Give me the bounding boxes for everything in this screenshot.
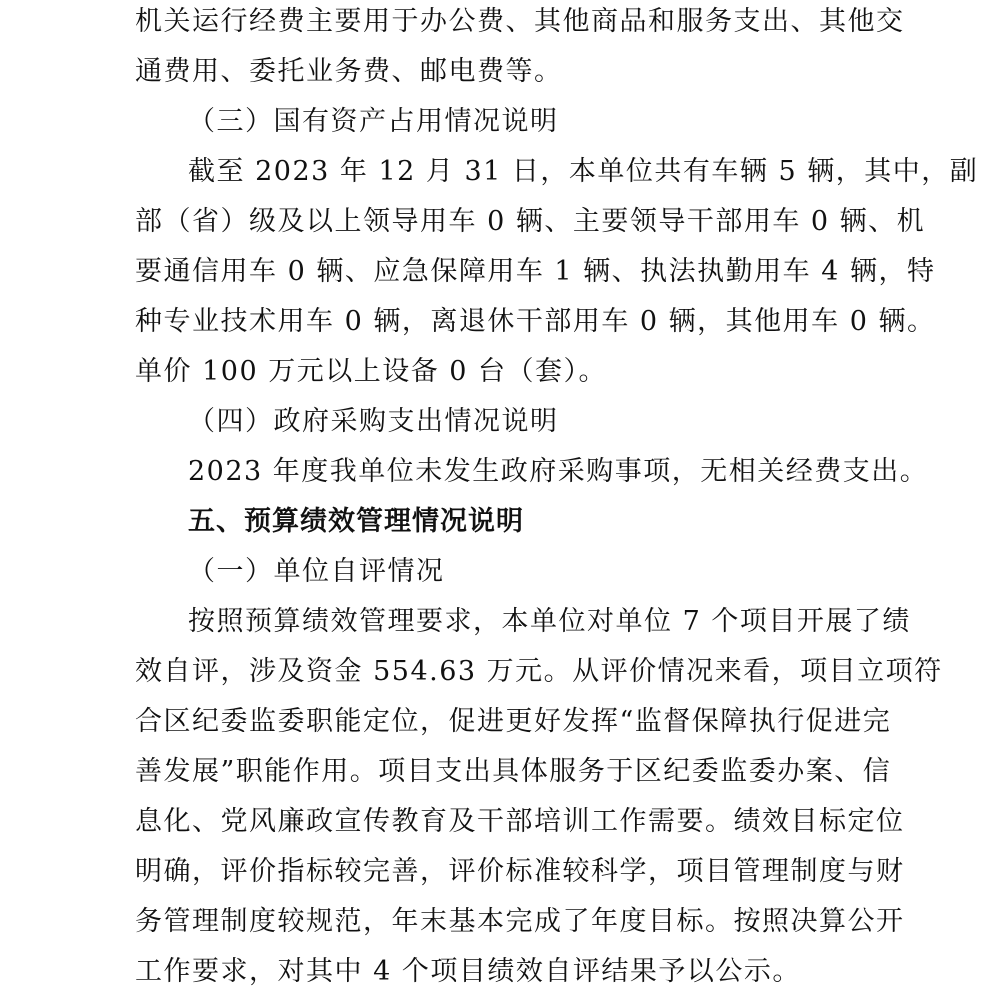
- body-text-line: 工作要求，对其中 4 个项目绩效自评结果予以公示。: [135, 956, 801, 987]
- body-text-line: 合区纪委监委职能定位，促进更好发挥“监督保障执行促进完: [135, 706, 892, 737]
- body-text-line: 2023 年度我单位未发生政府采购事项，无相关经费支出。: [188, 456, 929, 487]
- section-heading: 五、预算绩效管理情况说明: [188, 506, 524, 537]
- body-text-line: 按照预算绩效管理要求，本单位对单位 7 个项目开展了绩: [188, 606, 911, 637]
- subsection-heading: （四）政府采购支出情况说明: [188, 406, 559, 437]
- body-text-line: 部（省）级及以上领导用车 0 辆、主要领导干部用车 0 辆、机: [135, 206, 926, 237]
- body-text-line: 机关运行经费主要用于办公费、其他商品和服务支出、其他交: [135, 6, 905, 37]
- body-text-line: 善发展”职能作用。项目支出具体服务于区纪委监委办案、信: [135, 756, 892, 787]
- body-text-line: 截至 2023 年 12 月 31 日，本单位共有车辆 5 辆，其中，副: [188, 156, 979, 187]
- body-text-line: 务管理制度较规范，年末基本完成了年度目标。按照决算公开: [135, 906, 905, 937]
- subsection-heading: （一）单位自评情况: [188, 556, 445, 587]
- body-text-line: 明确，评价指标较完善，评价标准较科学，项目管理制度与财: [135, 856, 905, 887]
- body-text-line: 效自评，涉及资金 554.63 万元。从评价情况来看，项目立项符: [135, 656, 943, 687]
- subsection-heading: （三）国有资产占用情况说明: [188, 106, 559, 137]
- body-text-line: 种专业技术用车 0 辆，离退休干部用车 0 辆，其他用车 0 辆。: [135, 306, 936, 337]
- body-text-line: 单价 100 万元以上设备 0 台（套）。: [135, 356, 608, 387]
- body-text-line: 通费用、委托业务费、邮电费等。: [135, 56, 563, 87]
- body-text-line: 要通信用车 0 辆、应急保障用车 1 辆、执法执勤用车 4 辆，特: [135, 256, 936, 287]
- body-text-line: 息化、党风廉政宣传教育及干部培训工作需要。绩效目标定位: [135, 806, 905, 837]
